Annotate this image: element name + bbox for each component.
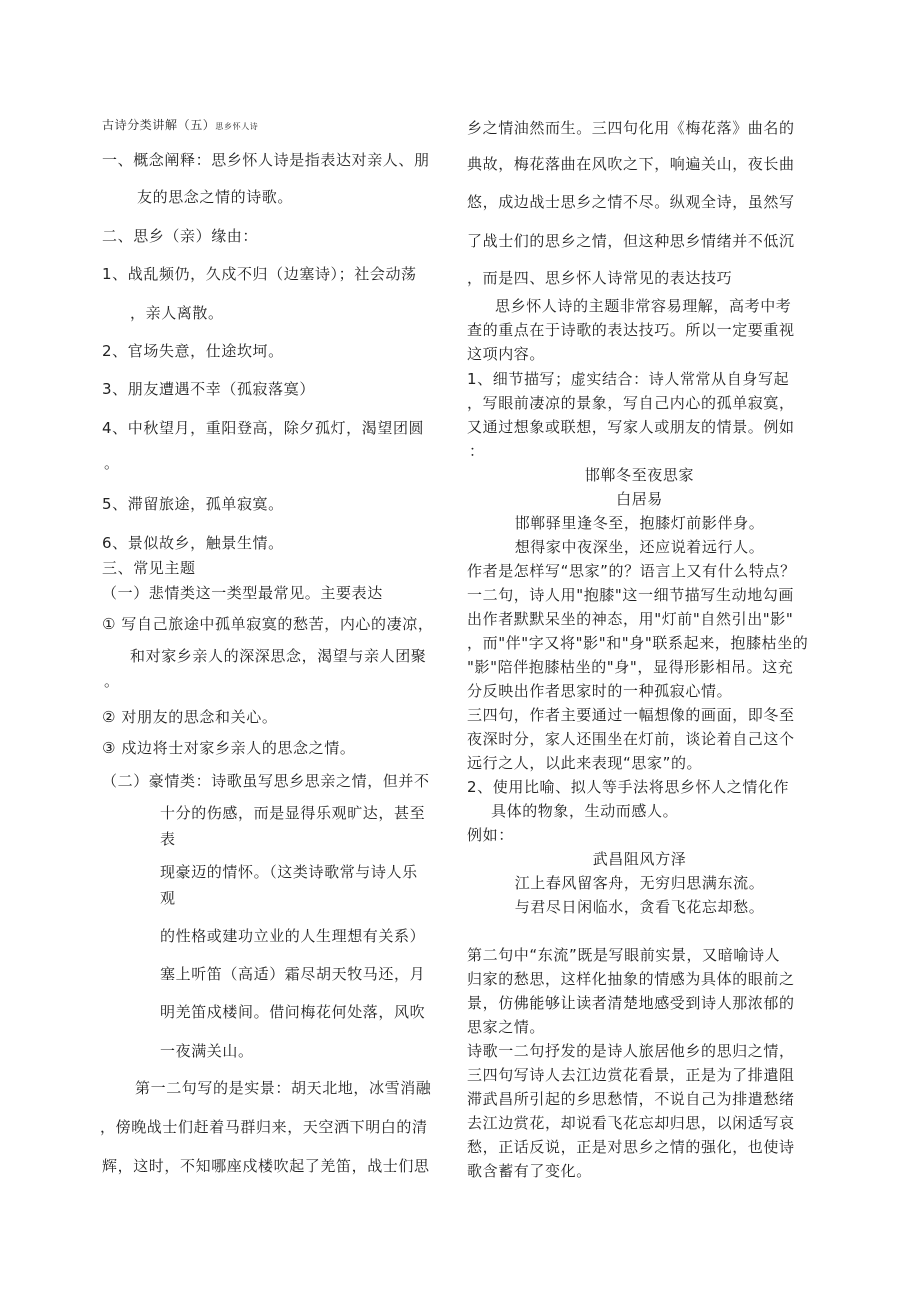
paragraph-line: 滞武昌所引起的乡思愁情，不说自己为排遣愁绪 bbox=[467, 1090, 795, 1108]
text-line: 友的思念之情的诗歌。 bbox=[137, 188, 294, 206]
text-line: 表 bbox=[160, 830, 176, 848]
list-item: ③ 戍边将士对家乡亲人的思念之情。 bbox=[102, 739, 356, 757]
paragraph-line: 例如： bbox=[467, 826, 514, 844]
list-item: ② 对朋友的思念和关心。 bbox=[102, 708, 278, 726]
paragraph-line: 第一二句写的是实景：胡天北地，冰雪消融 bbox=[135, 1079, 432, 1097]
list-item: ① 写自己旅途中孤单寂寞的愁苦，内心的凄凉， bbox=[102, 615, 434, 633]
text-line: ，亲人离散。 bbox=[130, 304, 224, 322]
section-4-heading: ，而是四、思乡怀人诗常见的表达技巧 bbox=[467, 269, 733, 287]
list-item: 1、战乱频仍，久戍不归（边塞诗）；社会动荡 bbox=[102, 265, 417, 283]
question-line: 作者是怎样写“思家”的？语言上又有什么特点？ bbox=[467, 562, 796, 580]
text-line: 。 bbox=[104, 454, 120, 472]
paragraph-line: 归家的愁思，这样化抽象的情感为具体的眼前之 bbox=[467, 970, 795, 988]
paragraph-line: 悠，成边战士思乡之情不尽。纵观全诗，虽然写 bbox=[467, 193, 795, 211]
text-line: 现豪迈的情怀。（这类诗歌常与诗人乐 bbox=[160, 863, 418, 881]
paragraph-line: 夜深时分，家人还围坐在灯前，谈论着自己这个 bbox=[467, 730, 795, 748]
paragraph-line: ，写眼前凄凉的景象，写自己内心的孤单寂寞， bbox=[467, 394, 795, 412]
paragraph-line: 辉，这时，不知哪座戍楼吹起了羌笛，战士们思 bbox=[102, 1157, 430, 1175]
paragraph-line: 了战士们的思乡之情，但这种思乡情绪并不低沉 bbox=[467, 232, 795, 250]
paragraph-line: 这项内容。 bbox=[467, 345, 546, 363]
poem-line: 与君尽日闲临水，贪看飞花忘却愁。 bbox=[514, 898, 765, 916]
technique-1-heading: 1、细节描写；虚实结合：诗人常常从自身写起 bbox=[467, 370, 790, 388]
doc-subtitle: 思乡怀人诗 bbox=[215, 122, 259, 131]
text-line: 观 bbox=[160, 889, 176, 907]
paragraph-line: 又通过想象或联想，写家人或朋友的情景。例如 bbox=[467, 418, 795, 436]
doc-title bbox=[102, 115, 258, 137]
text-line: 和对家乡亲人的深深思念，渴望与亲人团聚 bbox=[130, 647, 427, 665]
poem-line: 塞上听笛（高适）霜尽胡天牧马还，月 bbox=[160, 965, 426, 983]
paragraph-line: 三四句写诗人去江边赏花看景，正是为了排遣阻 bbox=[467, 1066, 795, 1084]
paragraph-line: 歌含蓄有了变化。 bbox=[467, 1162, 592, 1180]
section-1-heading: 一、概念阐释：思乡怀人诗是指表达对亲人、朋 bbox=[102, 151, 430, 169]
paragraph-line: 远行之人，以此来表现“思家”的。 bbox=[467, 754, 703, 772]
paragraph-line: "影"陪伴抱膝枯坐的"身"，显得形影相吊。这充 bbox=[467, 658, 794, 676]
poem-line: 想得家中夜深坐，还应说着远行人。 bbox=[514, 538, 765, 556]
list-item: 6、景似故乡，触景生情。 bbox=[102, 534, 284, 552]
paragraph-line: 诗歌一二句抒发的是诗人旅居他乡的思归之情， bbox=[467, 1042, 795, 1060]
list-item: 3、朋友遭遇不幸（孤寂落寞） bbox=[102, 380, 315, 398]
paragraph-line: 第二句中“东流”既是写眼前实景，又暗喻诗人 bbox=[467, 946, 781, 964]
subsection-heading: （二）豪情类：诗歌虽写思乡思亲之情，但并不 bbox=[102, 772, 430, 790]
paragraph-line: 愁，正话反说，正是对思乡之情的强化，也使诗 bbox=[467, 1138, 795, 1156]
paragraph-line: 乡之情油然而生。三四句化用《梅花落》曲名的 bbox=[467, 119, 795, 137]
paragraph-line: 出作者默默呆坐的神态，用"灯前"自然引出"影" bbox=[467, 610, 794, 628]
list-item: 5、滞留旅途，孤单寂寞。 bbox=[102, 495, 284, 513]
paragraph-line: ，而"伴"字又将"影"和"身"联系起来，抱膝枯坐的 bbox=[467, 634, 809, 652]
paragraph-line: 查的重点在于诗歌的表达技巧。所以一定要重视 bbox=[467, 321, 795, 339]
list-item: 2、官场失意，仕途坎坷。 bbox=[102, 342, 284, 360]
text-line: 的性格或建功立业的人生理想有关系） bbox=[160, 927, 426, 945]
poem-line: 一夜满关山。 bbox=[160, 1042, 254, 1060]
paragraph-line: 具体的物象，生动而感人。 bbox=[491, 802, 679, 820]
paragraph-line: ，傍晚战士们赶着马群归来，天空洒下明白的清 bbox=[100, 1118, 428, 1136]
poem-title: 邯郸冬至夜思家 bbox=[584, 466, 695, 484]
subsection-heading: （一）悲情类这一类型最常见。主要表达 bbox=[102, 584, 383, 602]
section-2-heading: 二、思乡（亲）缘由： bbox=[102, 227, 259, 245]
paragraph-line: 思乡怀人诗的主题非常容易理解，高考中考 bbox=[495, 297, 792, 315]
doc-title-text: 古诗分类讲解（五） bbox=[102, 118, 216, 132]
poem-title: 武昌阻风方泽 bbox=[592, 850, 687, 868]
text-line: 十分的伤感，而是显得乐观旷达，甚至 bbox=[160, 804, 426, 822]
poem-line: 明羌笛戍楼间。借问梅花何处落，风吹 bbox=[160, 1003, 426, 1021]
paragraph-line: 思家之情。 bbox=[467, 1018, 546, 1036]
section-3-heading: 三、常见主题 bbox=[102, 559, 196, 577]
paragraph-line: 景，仿佛能够让读者清楚地感受到诗人那浓郁的 bbox=[467, 994, 795, 1012]
list-item: 4、中秋望月，重阳登高，除夕孤灯，渴望团圆 bbox=[102, 419, 425, 437]
paragraph-line: 分反映出作者思家时的一种孤寂心情。 bbox=[467, 682, 733, 700]
poem-line: 邯郸驿里逢冬至，抱膝灯前影伴身。 bbox=[514, 514, 765, 532]
paragraph-line: 去江边赏花，却说看飞花忘却归思，以闲适写哀 bbox=[467, 1114, 795, 1132]
paragraph-line: 三四句，作者主要通过一幅想像的画面，即冬至 bbox=[467, 706, 795, 724]
paragraph-line: 一二句，诗人用"抱膝"这一细节描写生动地勾画 bbox=[467, 586, 795, 604]
poem-author: 白居易 bbox=[616, 490, 663, 508]
technique-2-heading: 2、使用比喻、拟人等手法将思乡怀人之情化作 bbox=[467, 778, 790, 796]
text-line: 。 bbox=[104, 672, 120, 690]
paragraph-line: ： bbox=[469, 442, 485, 460]
poem-line: 江上春风留客舟，无穷归思满东流。 bbox=[514, 874, 765, 892]
paragraph-line: 典故，梅花落曲在风吹之下，响遍关山，夜长曲 bbox=[467, 155, 795, 173]
